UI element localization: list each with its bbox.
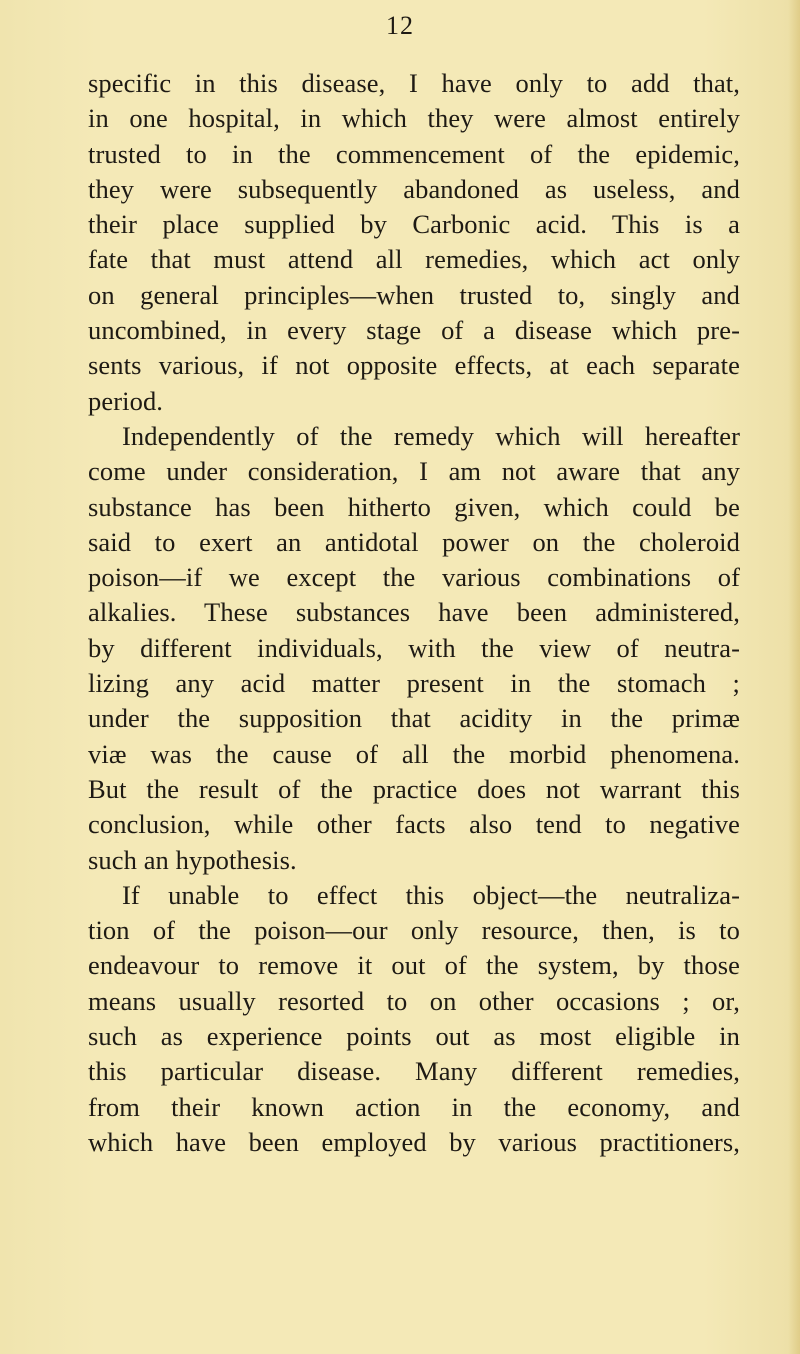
text-line: endeavour to remove it out of the system, by those — [88, 950, 740, 981]
text-line: by different individuals, with the view of neutra- — [88, 632, 740, 663]
text-line: fate that must attend all remedies, which act only — [88, 244, 740, 275]
text-line: under the supposition that acidity in the primæ — [88, 703, 740, 734]
text-line: But the result of the practice does not warrant this — [88, 773, 740, 804]
text-line: such an hypothesis. — [88, 844, 297, 875]
text-line: Independently of the remedy which will hereafter — [122, 420, 740, 451]
text-line: specific in this disease, I have only to add that, — [88, 68, 740, 98]
text-line: from their known action in the economy, and — [88, 1091, 740, 1122]
text-line: said to exert an antidotal power on the choleroid — [88, 526, 740, 557]
text-line: come under consideration, I am not aware that any — [88, 456, 740, 487]
text-line: trusted to in the commencement of the epidemic, — [88, 138, 740, 169]
text-line: lizing any acid matter present in the stomach ; — [88, 668, 740, 699]
text-line: in one hospital, in which they were almost entirely — [88, 103, 740, 134]
text-line: on general principles—when trusted to, singly and — [88, 279, 740, 310]
text-line: tion of the poison—our only resource, then, is to — [88, 915, 740, 946]
text-line: their place supplied by Carbonic acid. This is a — [88, 209, 740, 240]
text-line: which have been employed by various practitioners, — [88, 1126, 740, 1157]
text-line: this particular disease. Many different remedies, — [88, 1056, 740, 1087]
text-line: conclusion, while other facts also tend to negative — [88, 809, 740, 840]
page-number: 12 — [386, 11, 414, 40]
text-line: they were subsequently abandoned as useless, and — [88, 173, 740, 204]
text-line: alkalies. These substances have been administered, — [88, 597, 740, 628]
text-line: If unable to effect this object—the neutraliza- — [122, 879, 740, 910]
text-line: period. — [88, 385, 164, 416]
text-line: means usually resorted to on other occasions ; or, — [88, 985, 740, 1016]
text-line: such as experience points out as most eligible in — [88, 1021, 740, 1052]
page-edge-shadow — [788, 0, 800, 1354]
text-line: viæ was the cause of all the morbid phenomena. — [88, 738, 740, 769]
text-line: sents various, if not opposite effects, at each separate — [88, 350, 740, 381]
body-text — [88, 66, 740, 1160]
text-line: substance has been hitherto given, which could be — [88, 491, 740, 522]
text-line: poison—if we except the various combinations of — [88, 562, 740, 593]
text-line: uncombined, in every stage of a disease which pre- — [88, 315, 740, 346]
